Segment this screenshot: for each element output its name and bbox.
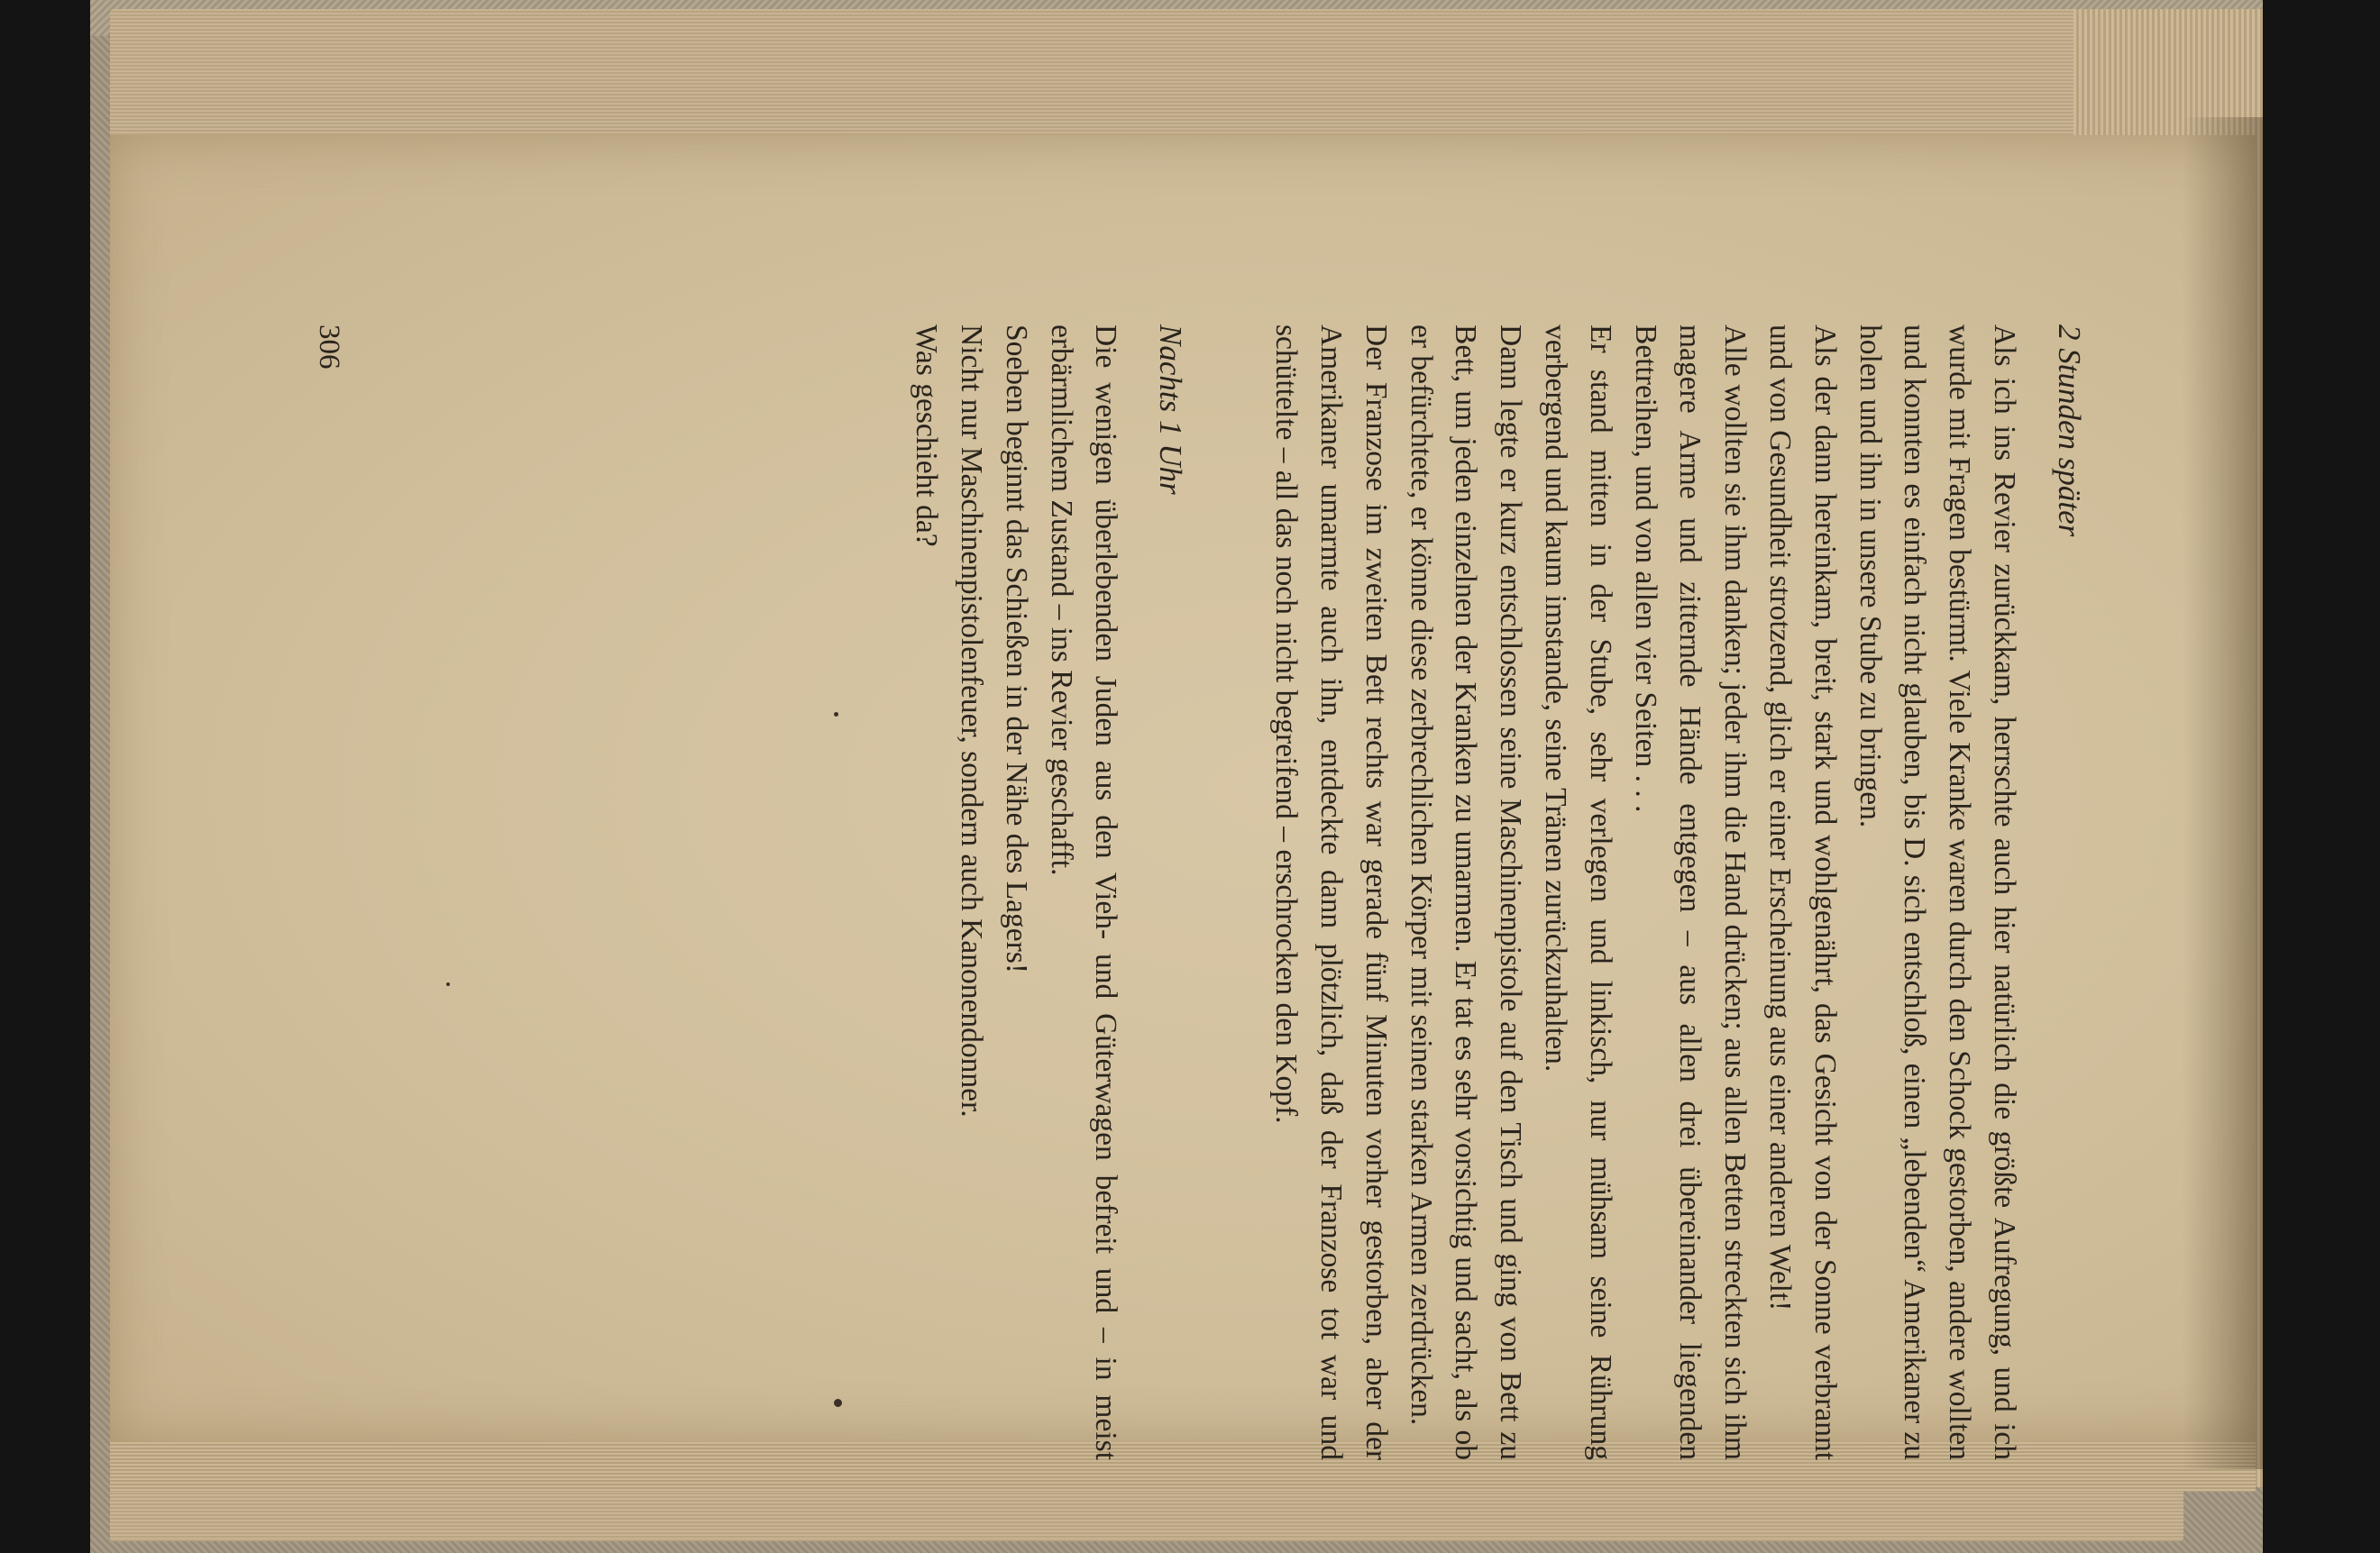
section-heading-2: Nachts 1 Uhr xyxy=(1153,324,1189,495)
paragraph: Soeben beginnt das Schießen in der Nähe des Lagers! xyxy=(999,324,1033,974)
book-gutter-shadow xyxy=(2182,117,2263,1469)
paragraph: Dann legte er kurz entschlossen seine Maschinenpistole auf den Tisch und ging von Bett zu Bett, um jeden einzelnen der Kranken zu umarmen. Er tat es sehr vorsichtig und sacht, als ob er befürchtete, er könne diese zerbrechlichen Körper mit seinen starken Armen zerdrücken. xyxy=(1404,324,1528,1460)
paragraph: Als der dann hereinkam, breit, stark und wohlgenährt, das Gesicht von der Sonne verbrannt und von Gesundheit strotzend, glich er einer Erscheinung aus einer anderen Welt! xyxy=(1763,324,1842,1460)
rotated-text-frame xyxy=(298,324,2092,1460)
page-number: 306 xyxy=(313,324,345,370)
section-gap xyxy=(1193,324,1263,1460)
paragraph: Der Franzose im zweiten Bett rechts war gerade fünf Minuten vorher gestorben, aber der Amerikaner umarmte auch ihn, entdeckte dann plötzlich, daß der Franzose tot war und schüttelte – all das noch nicht begreifend – erschrocken den Kopf. xyxy=(1269,324,1393,1460)
paragraph: Als ich ins Revier zurückkam, herrschte auch hier natürlich die größte Aufregung, und ich wurde mit Fragen bestürmt. Viele Kranke waren durch den Schock gestorben, andere wollten und konnten es einfach nicht glauben, bis D. sich entschloß, einen „lebenden“ Amerikaner zu holen und ihn in unsere Stube zu bringen. xyxy=(1853,324,2021,1460)
paragraph: Alle wollten sie ihm danken; jeder ihm die Hand drücken; aus allen Betten streckten sich ihm magere Arme und zitternde Hände entgegen – aus allen drei übereinander liegenden Bettreihen, und von allen vier Seiten . . . xyxy=(1628,324,1753,1460)
section-heading-1: 2 Stunden später xyxy=(2052,324,2087,537)
page-text-block xyxy=(298,324,2092,1460)
paragraph: Nicht nur Maschinenpistolenfeuer, sondern auch Kanonendonner. xyxy=(955,324,989,1118)
paragraph: Er stand mitten in der Stube, sehr verlegen und linkisch, nur mühsam seine Rührung verbergend und kaum imstande, seine Tränen zurückzuhalten. xyxy=(1539,324,1617,1460)
paragraph: Was geschieht da? xyxy=(910,324,944,547)
paragraph: Die wenigen überlebenden Juden aus den Vieh- und Güterwagen befreit und – in meist erbärmlichem Zustand – ins Revier geschafft. xyxy=(1044,324,1123,1460)
